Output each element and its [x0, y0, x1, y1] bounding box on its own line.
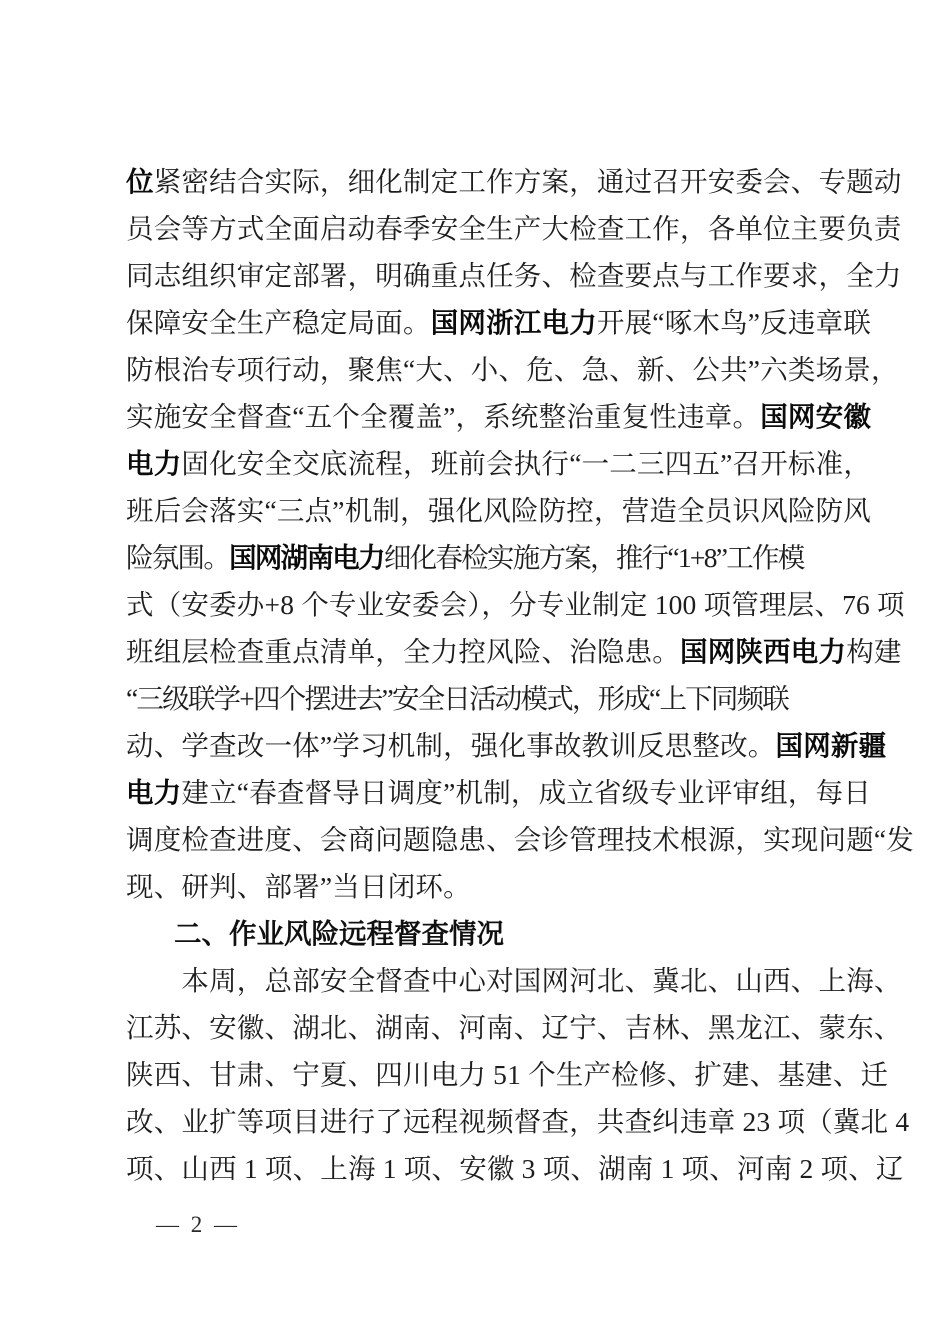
- bold-org-name: 国网浙江电力: [430, 307, 597, 338]
- page-number-footer: — 2 —: [156, 1212, 240, 1237]
- text-run: 细化春检实施方案，推行“1+8”工作模: [383, 542, 804, 573]
- text-line: [126, 1098, 910, 1145]
- text-line: [126, 769, 872, 816]
- text-run: 固化安全交底流程，班前会执行“一二三四五”召开标准，: [181, 448, 872, 479]
- bold-org-name: 电力: [126, 777, 182, 808]
- text-line: [126, 1051, 889, 1098]
- text-line: [126, 158, 902, 205]
- text-run: “三级联学+四个摆进去”安全日活动模式，形成“上下同频联: [126, 683, 789, 714]
- text-line: [126, 675, 834, 722]
- bold-org-name: 国网陕西电力: [680, 636, 847, 667]
- text-line: [126, 346, 899, 393]
- text-run: 防根治专项行动，聚焦“大、小、危、急、新、公共”六类场景，: [126, 354, 899, 385]
- text-run: 式（安委办+8 个专业安委会），分专业制定 100 项管理层、76 项: [126, 589, 905, 620]
- text-run: 调度检查进度、会商问题隐患、会诊管理技术根源，实现问题“发: [126, 824, 915, 855]
- bold-org-name: 国网湖南电力: [229, 542, 384, 573]
- text-run: 班组层检查重点清单，全力控风险、治隐患。: [126, 636, 680, 667]
- text-line: [126, 487, 872, 534]
- text-line: [126, 1145, 904, 1192]
- text-line: [126, 628, 902, 675]
- text-line: [126, 534, 834, 581]
- text-run: 同志组织审定部署，明确重点任务、检查要点与工作要求，全力: [126, 260, 902, 291]
- text-run: 开展“啄木鸟”反违章联: [596, 307, 872, 338]
- text-line: [126, 1004, 902, 1051]
- section-heading-two: 二、作业风险远程督查情况: [174, 918, 504, 949]
- text-run: 本周，总部安全督查中心对国网河北、冀北、山西、上海、: [126, 965, 902, 996]
- text-line: [126, 299, 872, 346]
- text-line: [126, 252, 902, 299]
- bold-org-name: 国网新疆: [775, 730, 887, 761]
- text-run: 改、业扩等项目进行了远程视频督查，共查纠违章 23 项（冀北 4: [126, 1106, 910, 1137]
- paragraph-spring-safety-inspection: [126, 158, 915, 910]
- text-line: [126, 205, 902, 252]
- text-run: 现、研判、部署”当日闭环。: [126, 871, 471, 902]
- text-run: 项、山西 1 项、上海 1 项、安徽 3 项、湖南 1 项、河南 2 项、辽: [126, 1153, 904, 1184]
- text-line: [126, 816, 915, 863]
- text-line: [126, 863, 834, 910]
- text-run: 陕西、甘肃、宁夏、四川电力 51 个生产检修、扩建、基建、迁: [126, 1059, 889, 1090]
- text-run: 紧密结合实际，细化制定工作方案，通过召开安委会、专题动: [153, 166, 902, 197]
- text-run: 构建: [846, 636, 902, 667]
- text-line: [126, 393, 872, 440]
- text-line: [126, 722, 887, 769]
- bold-org-name: 国网安徽: [760, 401, 872, 432]
- text-run: 保障安全生产稳定局面。: [126, 307, 431, 338]
- text-run: 江苏、安徽、湖北、湖南、河南、辽宁、吉林、黑龙江、蒙东、: [126, 1012, 902, 1043]
- text-run: 班后会落实“三点”机制，强化风险防控，营造全员识风险防风: [126, 495, 872, 526]
- text-run: 建立“春查督导日调度”机制，成立省级专业评审组，每日: [181, 777, 872, 808]
- text-run: 险氛围。: [126, 542, 230, 573]
- text-run: 实施安全督查“五个全覆盖”，系统整治重复性违章。: [126, 401, 761, 432]
- bold-org-name: 位: [126, 166, 154, 197]
- text-run: 动、学查改一体”学习机制，强化事故教训反思整改。: [126, 730, 776, 761]
- text-line: [126, 957, 902, 1004]
- text-line: [126, 581, 905, 628]
- text-run: 员会等方式全面启动春季安全生产大检查工作，各单位主要负责: [126, 213, 902, 244]
- text-line: [126, 440, 872, 487]
- bold-org-name: 电力: [126, 448, 182, 479]
- paragraph-remote-supervision: [126, 957, 910, 1192]
